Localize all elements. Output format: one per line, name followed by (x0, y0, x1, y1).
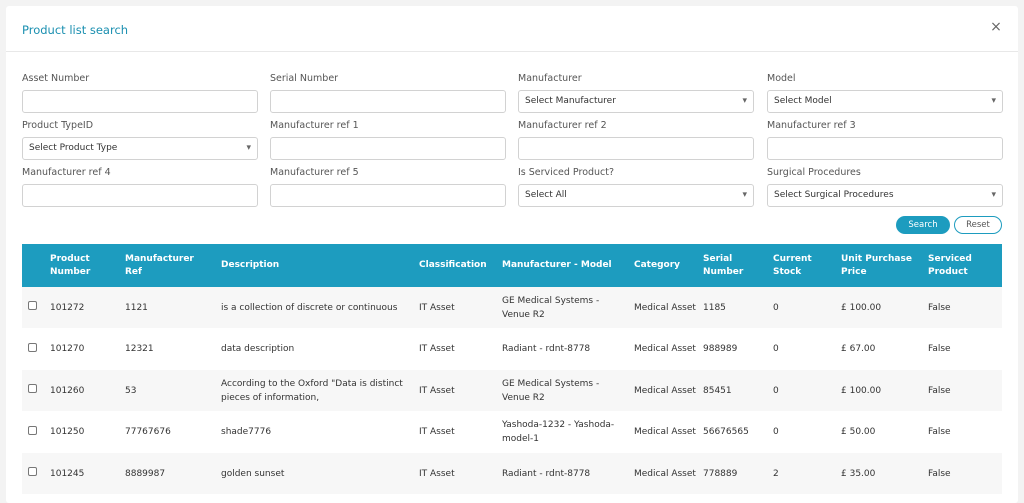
asset-number-input[interactable] (22, 90, 258, 113)
cell-manufacturer-ref: 77767676 (125, 427, 171, 438)
manufacturer-label: Manufacturer (518, 73, 582, 84)
cell-manufacturer-ref: 1121 (125, 302, 148, 313)
cell-category: Medical Asset (634, 468, 696, 479)
search-form (6, 52, 1018, 244)
manufacturer-ref-1-input[interactable] (270, 137, 506, 160)
serial-number-input[interactable] (270, 90, 506, 113)
cell-unit-price: £ 35.00 (841, 468, 876, 479)
model-select[interactable]: Select Model ▾ (767, 90, 1003, 113)
reset-button[interactable]: Reset (954, 216, 1002, 234)
cell-manufacturer-model: Radiant - rdnt-8778 (502, 468, 591, 479)
product-search-modal (6, 6, 1018, 503)
cell-product-number: 101270 (50, 344, 85, 355)
cell-serviced: False (928, 468, 951, 479)
table-body (22, 287, 1002, 495)
manufacturer-ref-3-input[interactable] (767, 137, 1003, 160)
cell-unit-price: £ 67.00 (841, 344, 876, 355)
product-type-select[interactable]: Select Product Type ▾ (22, 137, 258, 160)
surgical-procedures-field (767, 166, 1003, 207)
cell-serial-number: 85451 (703, 385, 732, 396)
serviced-product-field (518, 166, 754, 207)
cell-serviced: False (928, 302, 951, 313)
cell-current-stock: 0 (773, 344, 779, 355)
cell-description: is a collection of discrete or continuous (221, 302, 398, 313)
manufacturer-ref-2-field (518, 119, 754, 160)
product-type-label: Product TypeID (22, 120, 94, 131)
model-field (767, 72, 1003, 113)
manufacturer-ref-4-field (22, 166, 258, 207)
asset-number-label: Asset Number (22, 73, 90, 84)
header-category[interactable]: Category (634, 260, 681, 270)
cell-serviced: False (928, 427, 951, 438)
header-serviced-product[interactable]: Serviced Product (928, 253, 972, 277)
row-checkbox[interactable] (28, 384, 37, 393)
row-checkbox[interactable] (28, 426, 37, 435)
table-row[interactable] (22, 412, 1002, 454)
cell-category: Medical Asset (634, 302, 696, 313)
manufacturer-ref-1-field (270, 119, 506, 160)
cell-current-stock: 0 (773, 385, 779, 396)
manufacturer-ref-2-label: Manufacturer ref 2 (518, 120, 607, 131)
cell-description: According to the Oxford "Data is distinct pieces of information, (221, 378, 403, 403)
modal-title: Product list search (22, 23, 129, 37)
cell-manufacturer-model: Yashoda-1232 - Yashoda-model-1 (502, 420, 615, 445)
manufacturer-field (518, 72, 754, 113)
search-button[interactable]: Search (896, 216, 950, 234)
manufacturer-ref-5-field (270, 166, 506, 207)
cell-category: Medical Asset (634, 427, 696, 438)
cell-classification: IT Asset (419, 427, 455, 438)
surgical-procedures-label: Surgical Procedures (767, 167, 861, 178)
cell-product-number: 101245 (50, 468, 85, 479)
cell-manufacturer-model: GE Medical Systems - Venue R2 (502, 295, 600, 320)
cell-unit-price: £ 100.00 (841, 302, 882, 313)
cell-unit-price: £ 100.00 (841, 385, 882, 396)
cell-classification: IT Asset (419, 302, 455, 313)
cell-description: data description (221, 344, 295, 355)
manufacturer-ref-4-input[interactable] (22, 184, 258, 207)
header-product-number[interactable]: Product Number (50, 253, 91, 277)
header-manufacturer-model[interactable]: Manufacturer - Model (502, 260, 612, 270)
table-header (22, 244, 1002, 287)
cell-classification: IT Asset (419, 344, 455, 355)
cell-serial-number: 778889 (703, 468, 738, 479)
cell-current-stock: 2 (773, 468, 779, 479)
cell-serial-number: 1185 (703, 302, 726, 313)
cell-current-stock: 0 (773, 427, 779, 438)
serial-number-label: Serial Number (270, 73, 339, 84)
manufacturer-ref-5-label: Manufacturer ref 5 (270, 167, 359, 178)
product-type-field (22, 119, 258, 160)
row-checkbox[interactable] (28, 301, 37, 310)
header-description[interactable]: Description (221, 260, 280, 270)
serviced-product-select[interactable]: Select All ▾ (518, 184, 754, 207)
cell-serial-number: 988989 (703, 344, 738, 355)
header-classification[interactable]: Classification (419, 260, 487, 270)
cell-manufacturer-ref: 8889987 (125, 468, 166, 479)
header-serial-number[interactable]: Serial Number (703, 253, 744, 277)
cell-description: golden sunset (221, 468, 285, 479)
cell-description: shade7776 (221, 427, 272, 438)
cell-unit-price: £ 50.00 (841, 427, 876, 438)
header-unit-price[interactable]: Unit Purchase Price (841, 253, 912, 277)
table-row[interactable] (22, 329, 1002, 371)
cell-product-number: 101250 (50, 427, 85, 438)
cell-manufacturer-ref: 53 (125, 385, 137, 396)
cell-category: Medical Asset (634, 344, 696, 355)
cell-product-number: 101272 (50, 302, 85, 313)
table-row[interactable] (22, 370, 1002, 412)
asset-number-field (22, 72, 258, 113)
cell-classification: IT Asset (419, 468, 455, 479)
manufacturer-ref-2-input[interactable] (518, 137, 754, 160)
row-checkbox[interactable] (28, 467, 37, 476)
cell-current-stock: 0 (773, 302, 779, 313)
table-row[interactable] (22, 453, 1002, 495)
cell-manufacturer-model: GE Medical Systems - Venue R2 (502, 378, 600, 403)
cell-serviced: False (928, 385, 951, 396)
manufacturer-ref-1-label: Manufacturer ref 1 (270, 120, 359, 131)
manufacturer-ref-3-field (767, 119, 1003, 160)
model-label: Model (767, 73, 796, 84)
serial-number-field (270, 72, 506, 113)
serviced-product-label: Is Serviced Product? (518, 167, 615, 178)
header-manufacturer-ref[interactable]: Manufacturer Ref (125, 253, 194, 277)
header-current-stock[interactable]: Current Stock (773, 253, 812, 277)
cell-serial-number: 56676565 (703, 427, 749, 438)
manufacturer-ref-5-input[interactable] (270, 184, 506, 207)
manufacturer-ref-3-label: Manufacturer ref 3 (767, 120, 856, 131)
cell-serviced: False (928, 344, 951, 355)
cell-manufacturer-model: Radiant - rdnt-8778 (502, 344, 591, 355)
surgical-procedures-select[interactable]: Select Surgical Procedures ▾ (767, 184, 1003, 207)
cell-category: Medical Asset (634, 385, 696, 396)
manufacturer-ref-4-label: Manufacturer ref 4 (22, 167, 111, 178)
table-row[interactable] (22, 287, 1002, 329)
cell-product-number: 101260 (50, 385, 85, 396)
cell-classification: IT Asset (419, 385, 455, 396)
close-icon[interactable]: × (990, 19, 1002, 35)
manufacturer-select[interactable]: Select Manufacturer ▾ (518, 90, 754, 113)
row-checkbox[interactable] (28, 343, 37, 352)
cell-manufacturer-ref: 12321 (125, 344, 154, 355)
modal-header (6, 6, 1018, 52)
product-table (22, 244, 1002, 495)
